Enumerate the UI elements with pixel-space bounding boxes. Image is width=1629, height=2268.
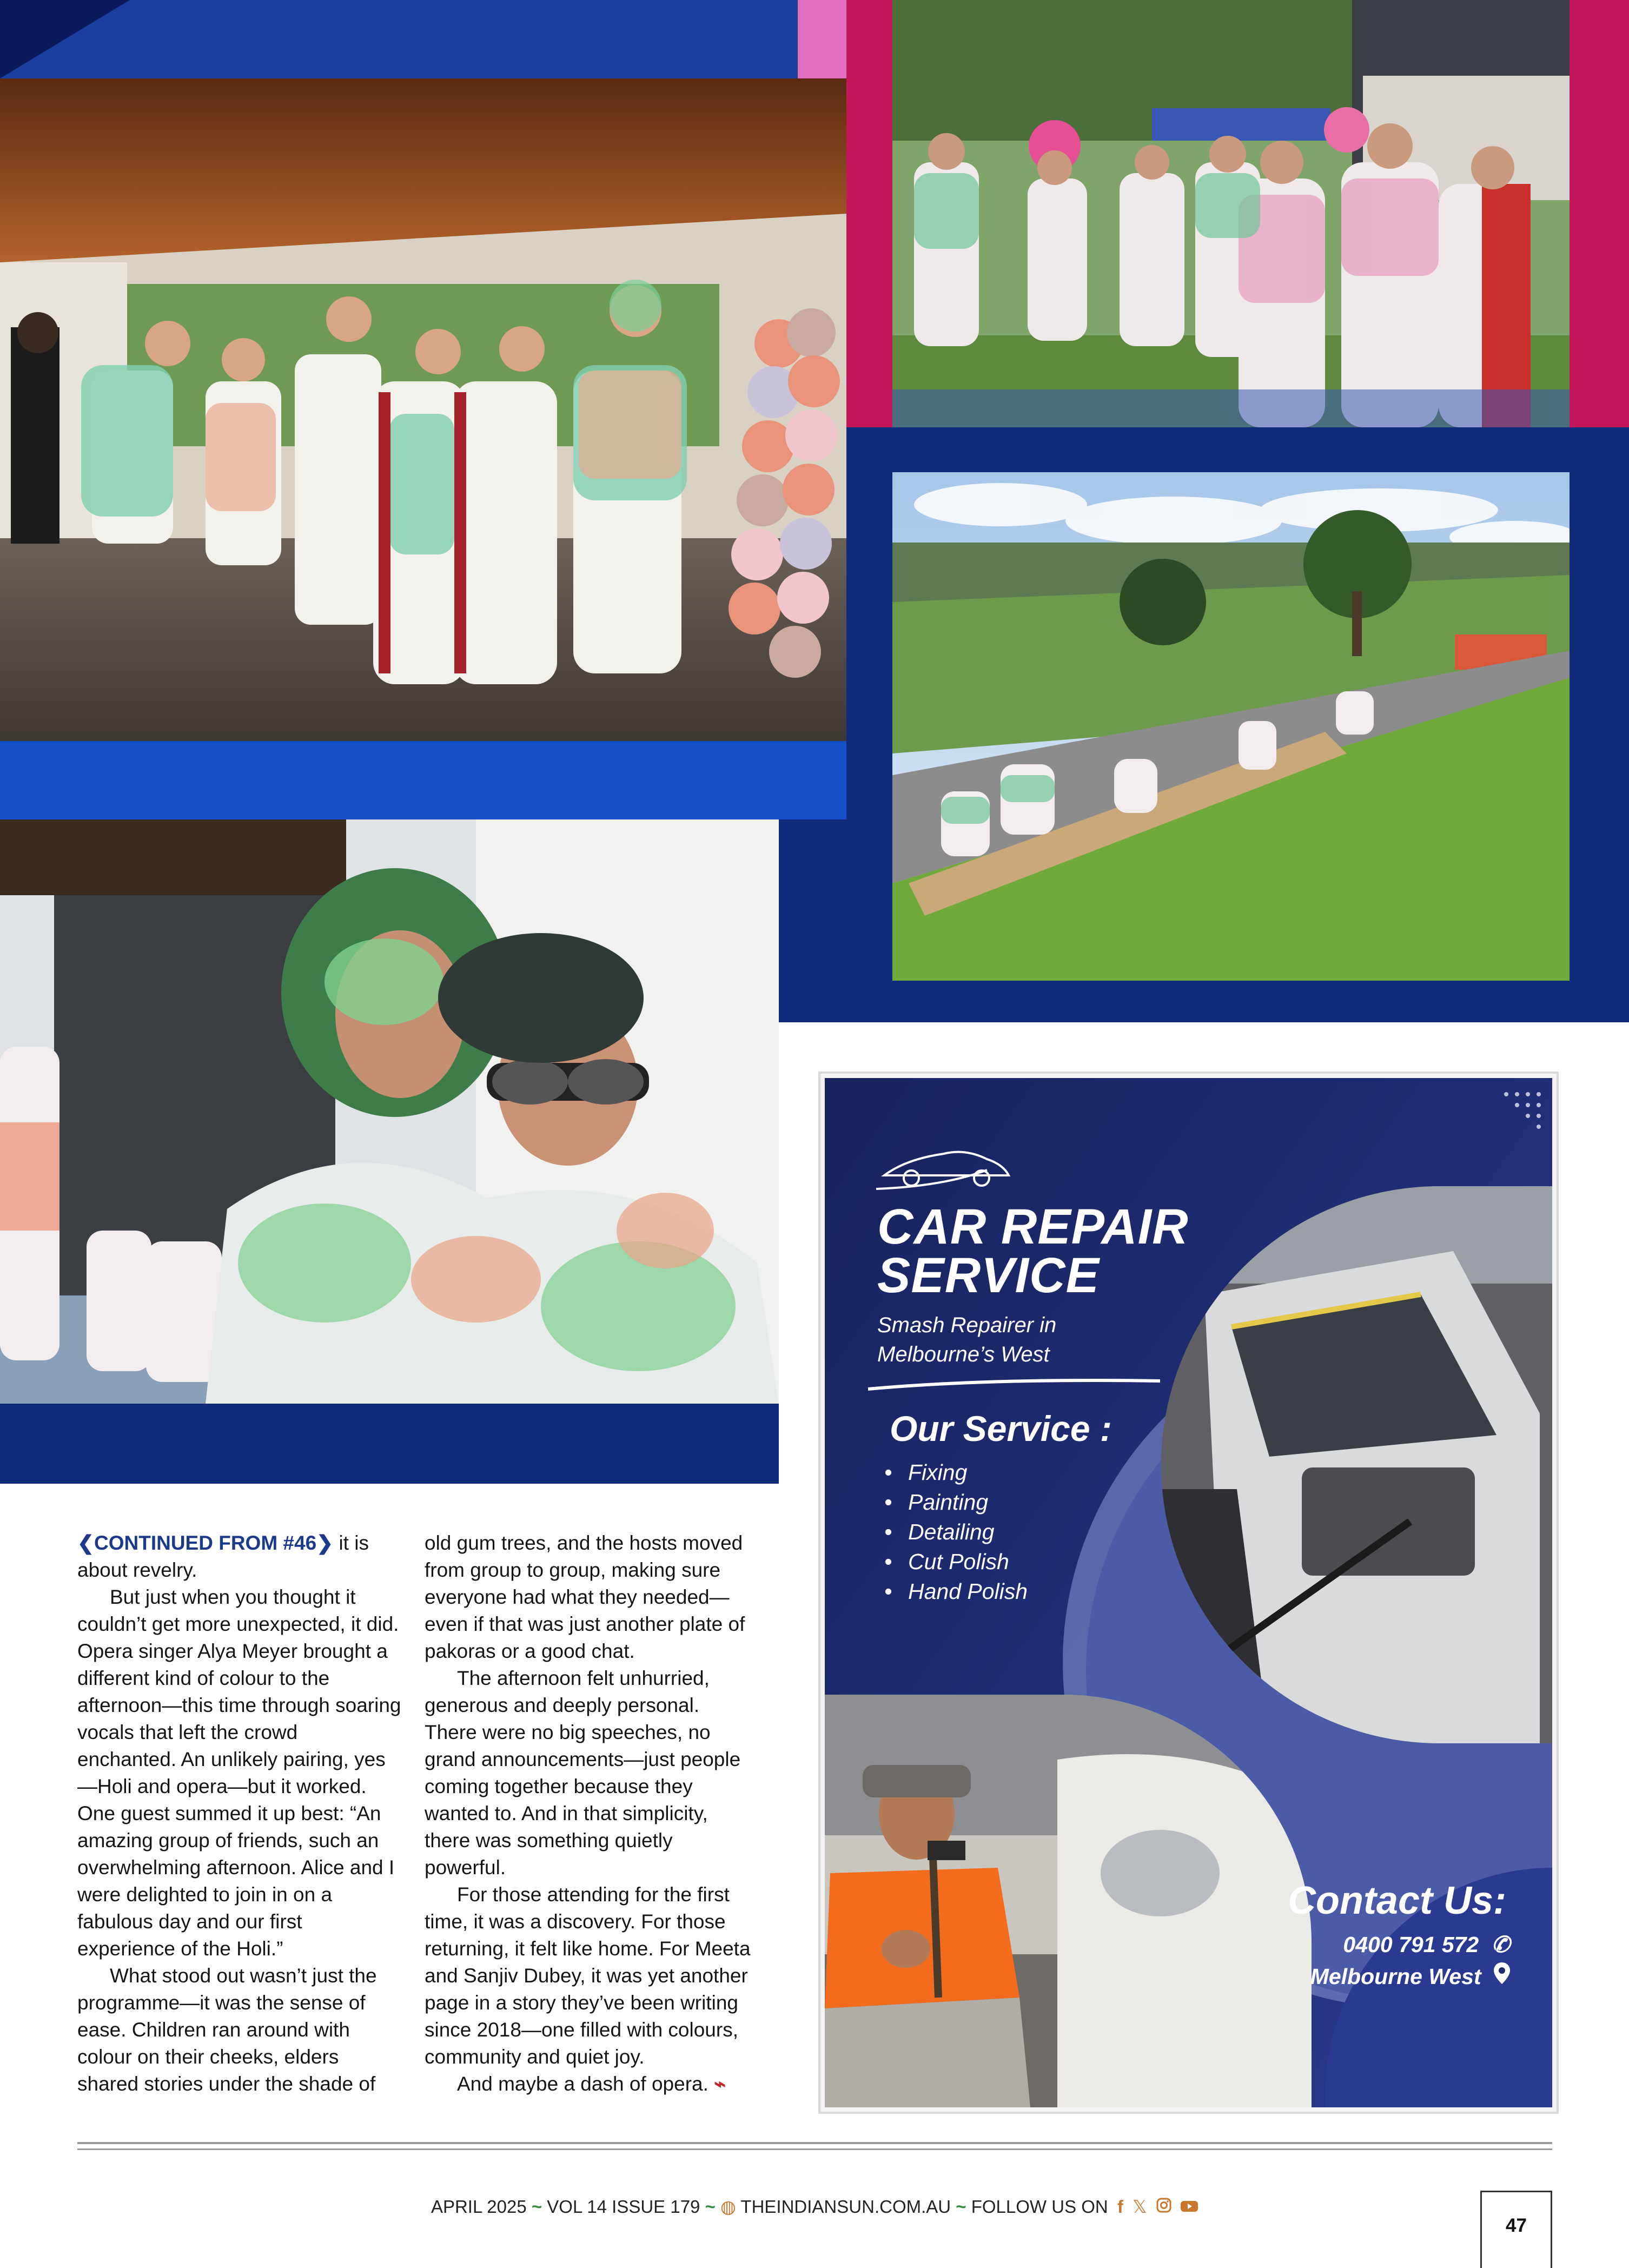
- phone-icon: ✆: [1491, 1932, 1510, 1957]
- dark-corner-triangle: [0, 0, 130, 78]
- page-number-box: [1480, 2191, 1552, 2268]
- ad-services-heading: Our Service :: [890, 1409, 1112, 1449]
- ad-service-item: • Fixing: [884, 1458, 1028, 1487]
- article-paragraph: But just when you thought it couldn’t get more unexpected, it did. Opera singer Alya Meyer brought a different kind of colour to the afternoon—this time through soaring vocals that left the crowd enchanted. An unlikely pairing, yes—Holi and opera—but it worked. One guest summed it up best: “An amazing group of friends, such an overwhelming afternoon. Alice and I were delighted to join in on a fabulous day and our first experience of the Holi.”: [77, 1586, 401, 1960]
- instagram-icon[interactable]: [1156, 2197, 1171, 2217]
- footer-separator: ~: [956, 2197, 966, 2217]
- article-paragraph: What stood out wasn’t just the programme—it was the sense of ease. Children ran around with colour on their cheeks, elders shared stories under the shade of: [77, 1965, 377, 2095]
- photo-dancing-crowd: [892, 0, 1570, 427]
- article-paragraph: The afternoon felt unhurried, generous and deeply personal. There were no big speeches, no grand announcements—just people coming together because they wanted to. And in that simplicity, there was something quietly powerful.: [425, 1667, 741, 1879]
- page-number: 47: [1506, 2215, 1527, 2236]
- continued-marker[interactable]: ❮CONTINUED FROM #46❯: [77, 1532, 334, 1554]
- footer-rule-bottom: [77, 2148, 1552, 2150]
- x-icon[interactable]: 𝕏: [1133, 2197, 1147, 2217]
- ad-contact-heading: Contact Us:: [1287, 1879, 1506, 1922]
- globe-icon: ◍: [720, 2197, 736, 2217]
- footer-rule-top: [77, 2142, 1552, 2144]
- youtube-icon[interactable]: [1181, 2197, 1198, 2217]
- car-repair-advertisement[interactable]: [825, 1078, 1552, 2107]
- footer-website-link[interactable]: THEINDIANSUN.COM.AU: [740, 2197, 951, 2217]
- ad-service-item: • Detailing: [884, 1517, 1028, 1547]
- ad-service-item: • Cut Polish: [884, 1547, 1028, 1577]
- article-column-1: [77, 1530, 402, 2098]
- ad-subtitle: Smash Repairer in Melbourne’s West: [877, 1313, 1057, 1366]
- article-paragraph: old gum trees, and the hosts moved from group to group, making sure everyone had what they needed—even if that was just another plate of pakoras or a good chat.: [425, 1532, 745, 1662]
- footer-issue: VOL 14 ISSUE 179: [547, 2197, 700, 2217]
- blue-band-left: [0, 741, 846, 819]
- ad-phone-number[interactable]: 0400 791 572 ✆: [1343, 1932, 1510, 1957]
- ad-title: CAR REPAIR SERVICE: [877, 1199, 1189, 1303]
- ad-services-list: [884, 1458, 1028, 1606]
- article-column-2: [425, 1530, 754, 2098]
- photo-hillside-landscape: [892, 472, 1570, 981]
- ad-service-item: • Hand Polish: [884, 1577, 1028, 1606]
- photo-embracing-friends: [0, 819, 779, 1404]
- article-paragraph: And maybe a dash of opera. ⌁: [457, 2073, 726, 2095]
- navy-band-bottom: [0, 1404, 779, 1484]
- facebook-icon[interactable]: f: [1117, 2197, 1123, 2217]
- map-pin-icon: [1494, 1962, 1510, 1989]
- ad-service-item: • Painting: [884, 1487, 1028, 1517]
- article-paragraph: ❮CONTINUED FROM #46❯ it is about revelry.: [77, 1532, 369, 1581]
- footer-date: APRIL 2025: [431, 2197, 527, 2217]
- footer-separator: ~: [705, 2197, 716, 2217]
- photo-group-veranda: [0, 78, 846, 741]
- end-mark-icon: ⌁: [714, 2073, 726, 2095]
- footer-separator: ~: [531, 2197, 542, 2217]
- article-paragraph: For those attending for the first time, it was a discovery. For those returning, it felt like home. For Meeta and Sanjiv Dubey, it was yet another page in a story they’ve been writing since 2018—one filled with colours, community and quiet joy.: [425, 1883, 751, 2068]
- footer-follow-label: FOLLOW US ON: [971, 2197, 1108, 2217]
- page-footer: [0, 2196, 1629, 2217]
- ad-location: Melbourne West: [1310, 1962, 1510, 1989]
